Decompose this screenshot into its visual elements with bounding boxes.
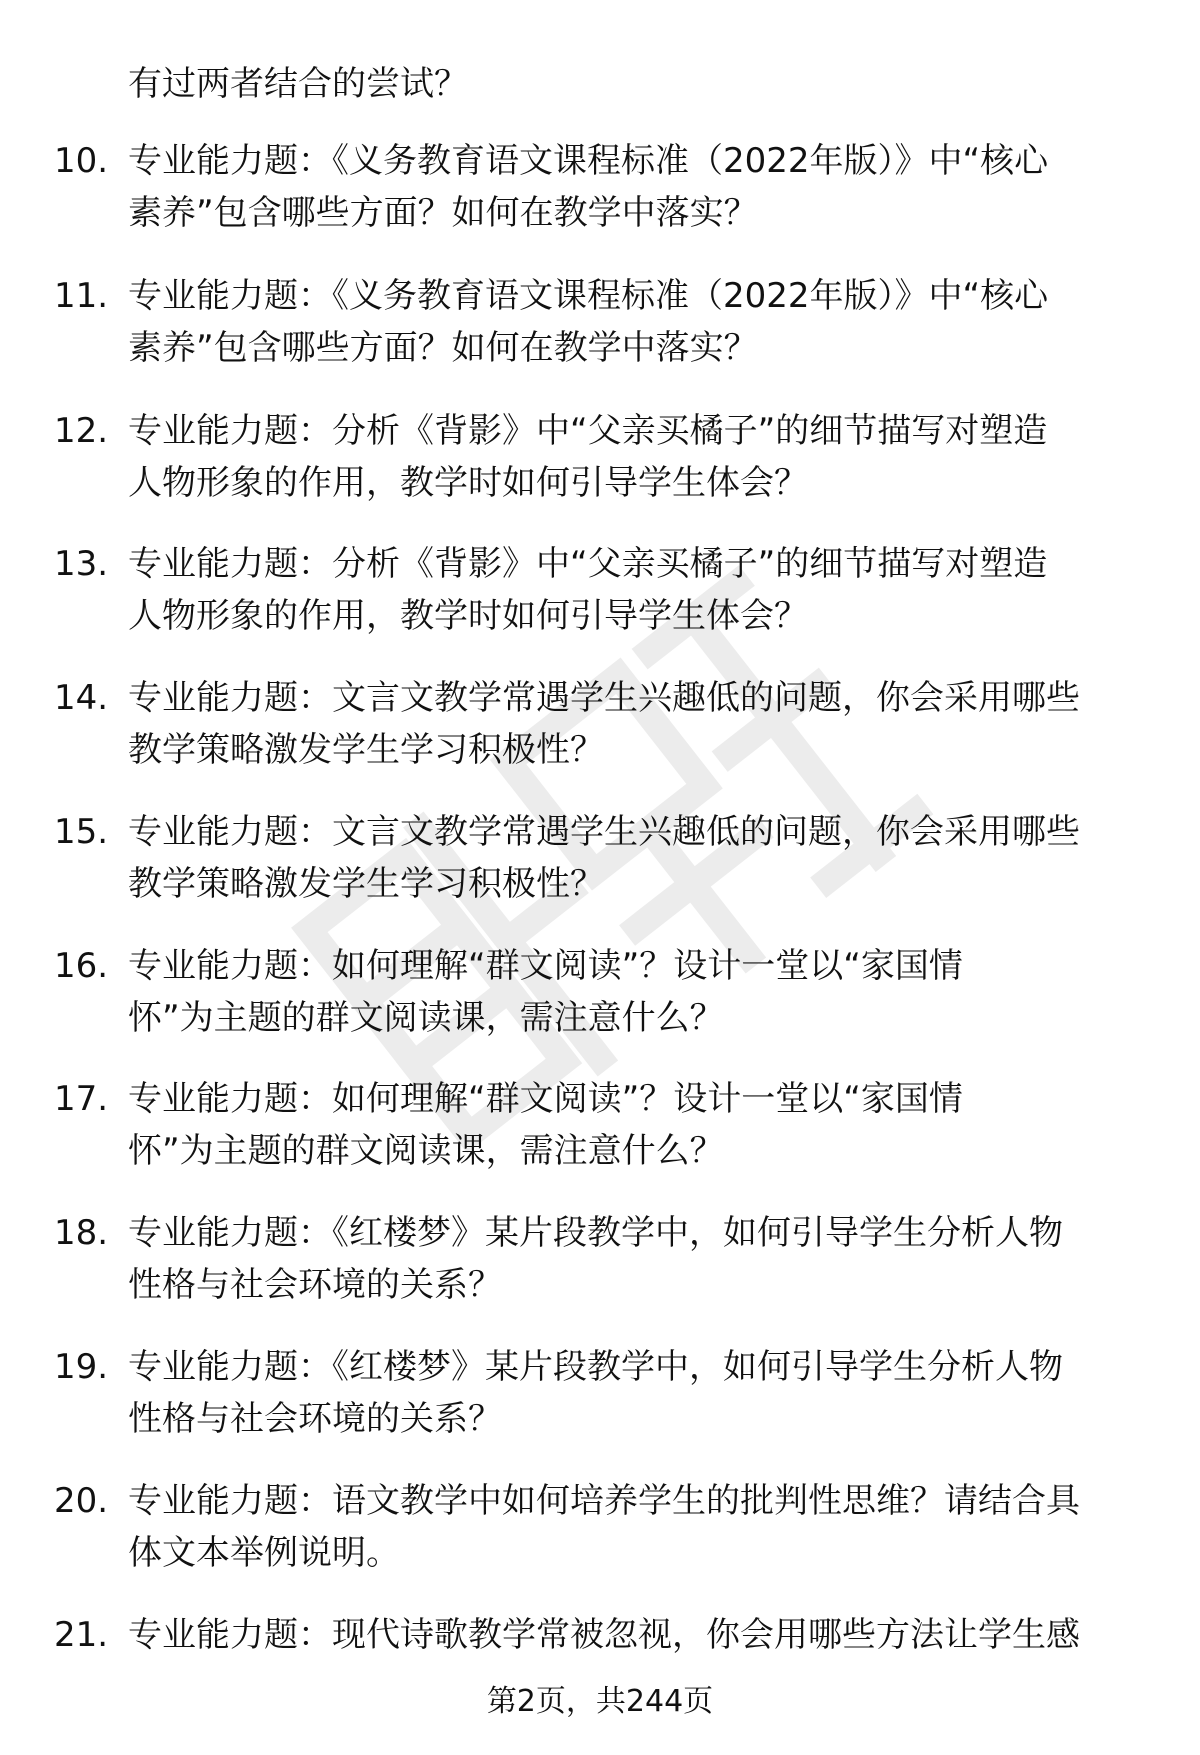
question-number: 14.	[54, 678, 109, 718]
list-item	[0, 672, 1200, 782]
question-text-line: 专业能力题：文言文教学常遇学生兴趣低的问题，你会采用哪些	[128, 678, 1080, 718]
continued-question-text: 有过两者结合的尝试？	[128, 64, 468, 104]
question-text-line: 专业能力题：《义务教育语文课程标准（2022年版）》中“核心	[128, 276, 1049, 316]
list-item	[0, 1475, 1200, 1585]
question-text-line: 性格与社会环境的关系？	[128, 1265, 502, 1305]
question-text-line: 人物形象的作用，教学时如何引导学生体会？	[128, 463, 808, 503]
list-item	[0, 806, 1200, 916]
question-text-line: 专业能力题：现代诗歌教学常被忽视，你会用哪些方法让学生感	[128, 1615, 1080, 1655]
list-item	[0, 1207, 1200, 1317]
question-text-line: 素养”包含哪些方面？如何在教学中落实？	[128, 193, 758, 233]
question-text-line: 怀”为主题的群文阅读课，需注意什么？	[128, 1131, 724, 1171]
question-text-line: 怀”为主题的群文阅读课，需注意什么？	[128, 998, 724, 1038]
question-text-line: 专业能力题：文言文教学常遇学生兴趣低的问题，你会采用哪些	[128, 812, 1080, 852]
question-number: 11.	[54, 276, 109, 316]
question-text-line: 专业能力题：如何理解“群文阅读”？设计一堂以“家国情	[128, 1079, 963, 1119]
question-number: 12.	[54, 411, 109, 451]
question-text-line: 专业能力题：如何理解“群文阅读”？设计一堂以“家国情	[128, 946, 963, 986]
list-item	[0, 270, 1200, 380]
question-number: 15.	[54, 812, 109, 852]
page-footer: 第2页，共244页	[486, 1684, 714, 1719]
question-text-line: 教学策略激发学生学习积极性？	[128, 730, 604, 770]
question-number: 18.	[54, 1213, 109, 1253]
question-number: 20.	[54, 1481, 109, 1521]
question-text-line: 专业能力题：《义务教育语文课程标准（2022年版）》中“核心	[128, 141, 1049, 181]
question-number: 21.	[54, 1615, 109, 1655]
list-item	[0, 1609, 1200, 1665]
question-text-line: 专业能力题：《红楼梦》某片段教学中，如何引导学生分析人物	[128, 1213, 1063, 1253]
question-text-line: 教学策略激发学生学习积极性？	[128, 864, 604, 904]
list-item	[0, 940, 1200, 1050]
question-text-line: 体文本举例说明。	[128, 1533, 400, 1573]
list-item	[0, 1073, 1200, 1183]
question-number: 10.	[54, 141, 109, 181]
list-item	[0, 538, 1200, 648]
question-text-line: 专业能力题：分析《背影》中“父亲买橘子”的细节描写对塑造	[128, 544, 1048, 584]
question-text-line: 素养”包含哪些方面？如何在教学中落实？	[128, 328, 758, 368]
question-number: 19.	[54, 1347, 109, 1387]
question-text-line: 专业能力题：语文教学中如何培养学生的批判性思维？请结合具	[128, 1481, 1080, 1521]
list-item	[0, 135, 1200, 245]
question-text-line: 性格与社会环境的关系？	[128, 1399, 502, 1439]
list-item	[0, 405, 1200, 515]
question-text-line: 专业能力题：《红楼梦》某片段教学中，如何引导学生分析人物	[128, 1347, 1063, 1387]
question-number: 17.	[54, 1079, 109, 1119]
question-text-line: 人物形象的作用，教学时如何引导学生体会？	[128, 596, 808, 636]
question-text-line: 专业能力题：分析《背影》中“父亲买橘子”的细节描写对塑造	[128, 411, 1048, 451]
list-item	[0, 1341, 1200, 1451]
question-number: 16.	[54, 946, 109, 986]
question-number: 13.	[54, 544, 109, 584]
